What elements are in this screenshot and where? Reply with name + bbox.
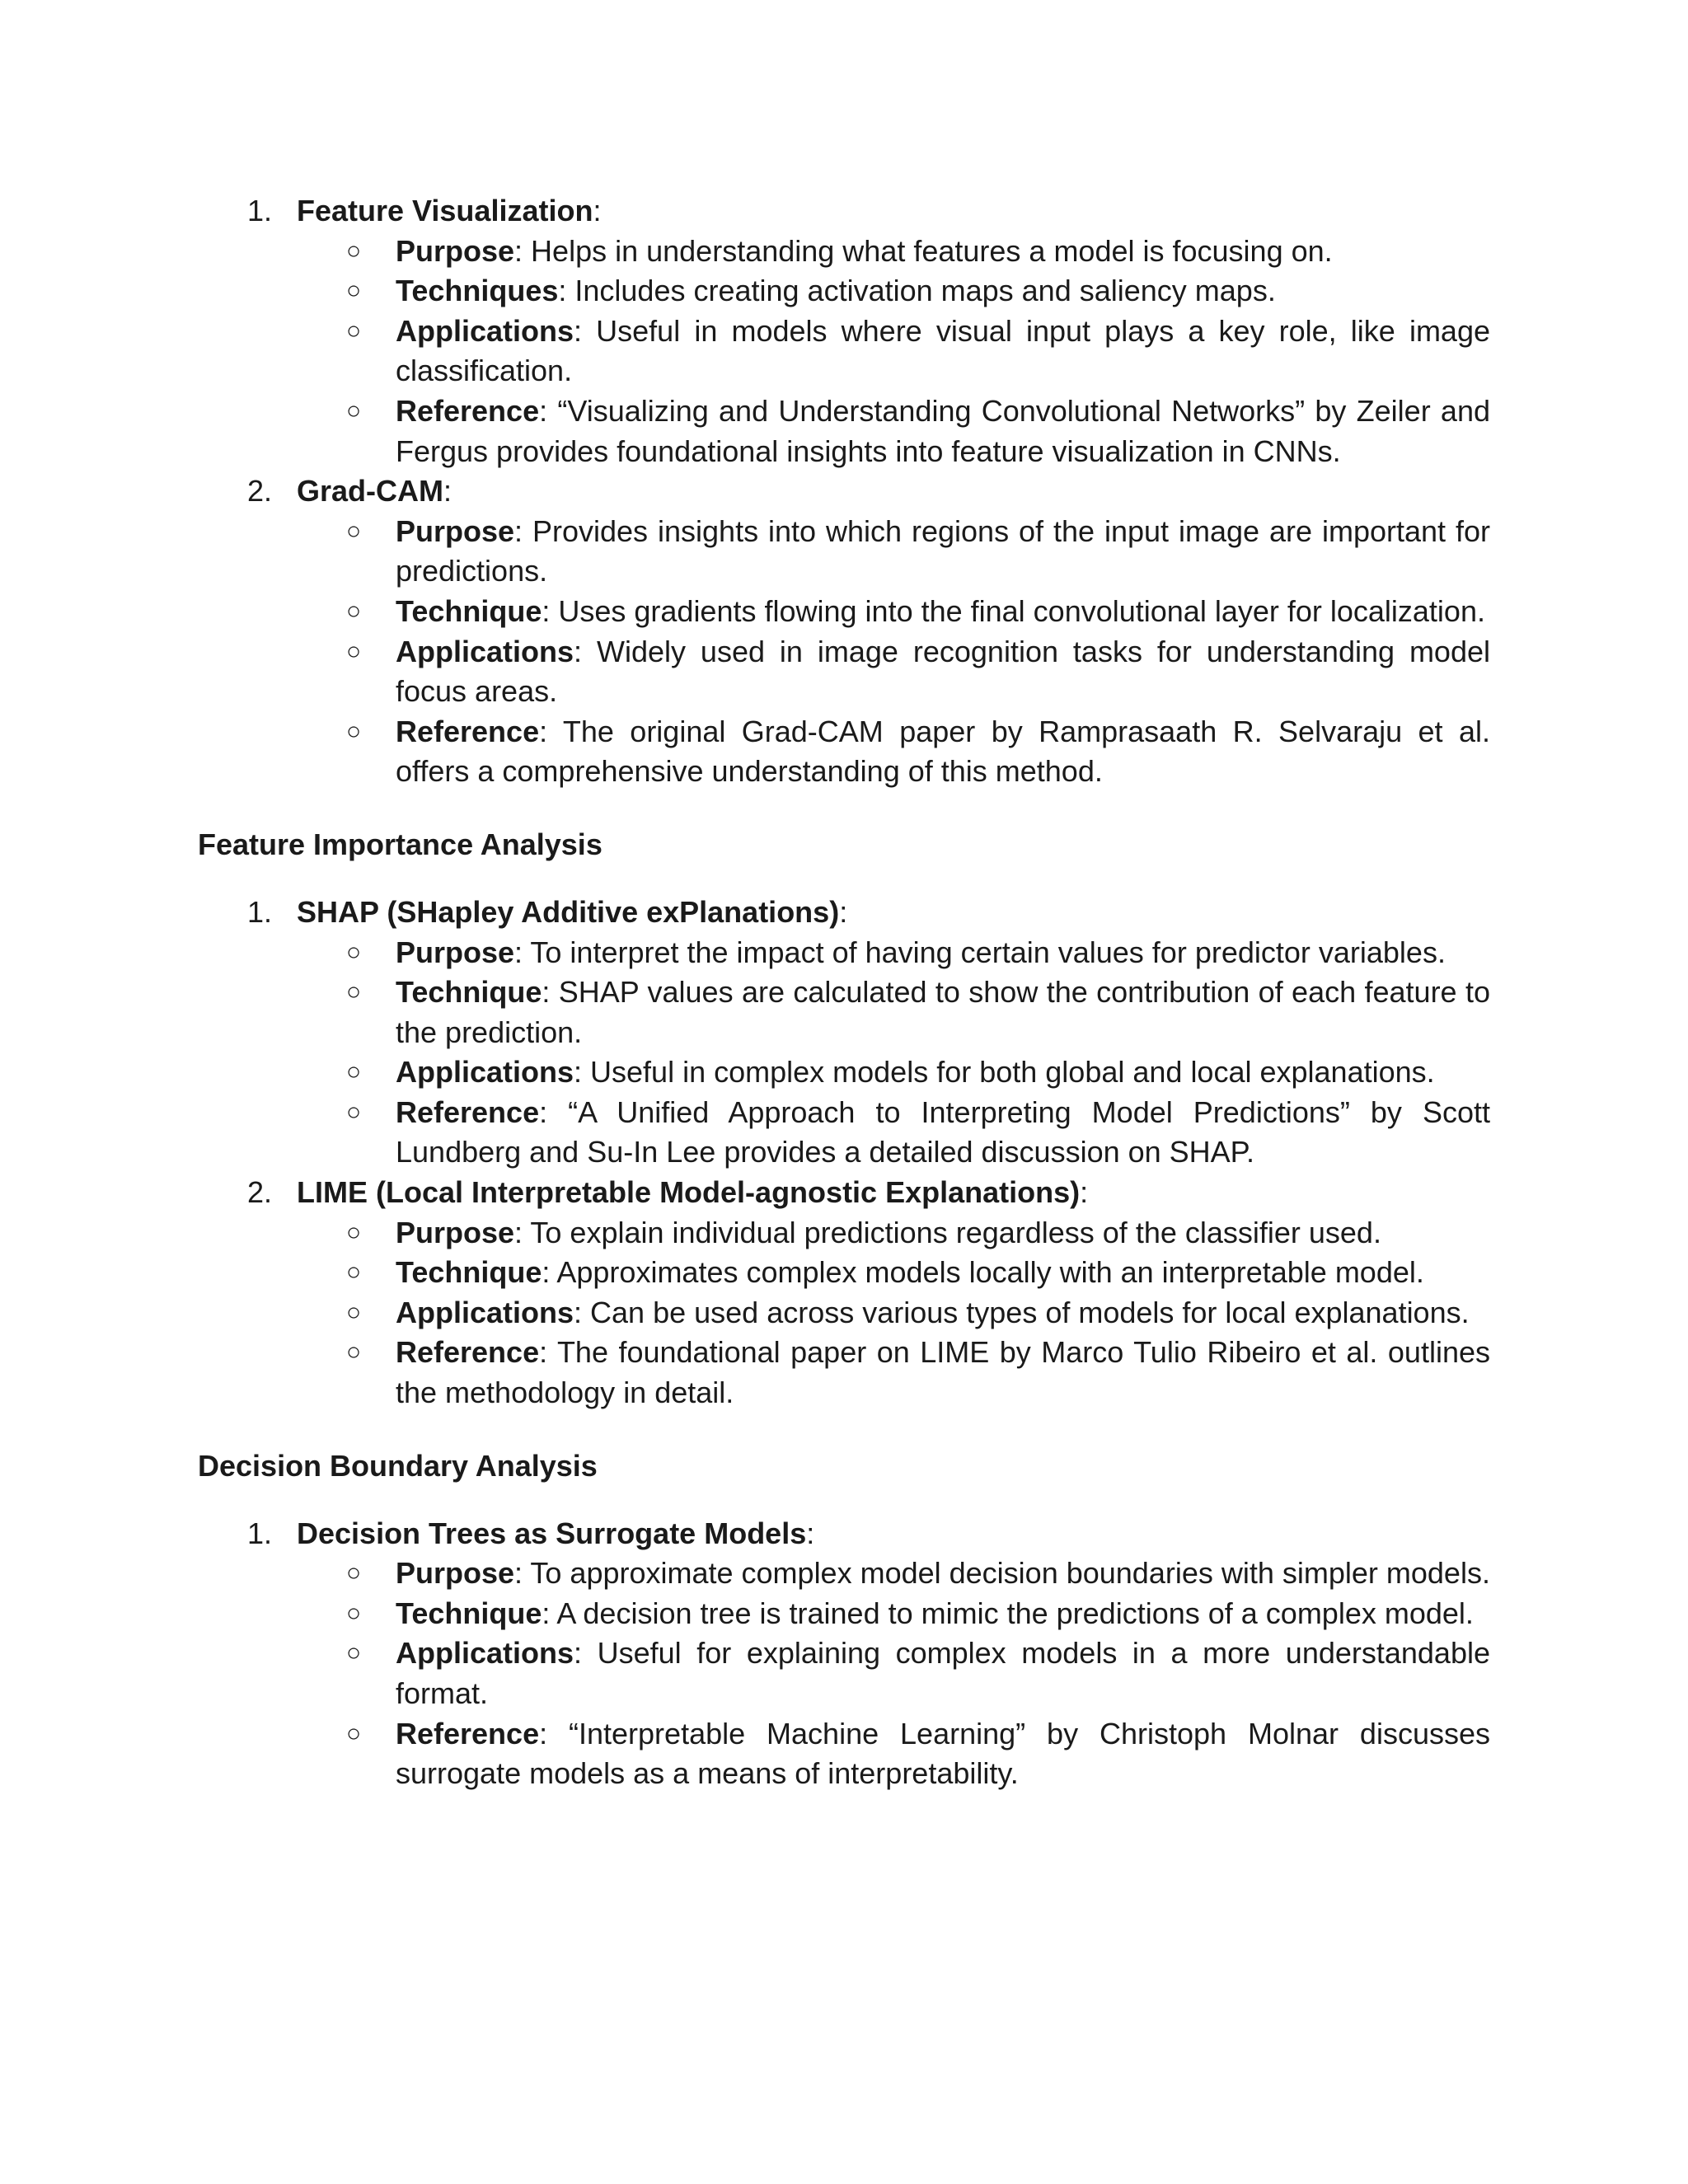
list-item-title: Feature Visualization xyxy=(297,194,593,227)
bullet-label: Techniques xyxy=(396,274,559,308)
bullet-text: : Approximates complex models locally with an interpretable model. xyxy=(542,1255,1424,1290)
bullet-list-item xyxy=(297,1714,1490,1794)
bullet-label: Applications xyxy=(396,634,574,668)
list-item-title: SHAP (SHapley Additive exPlanations) xyxy=(297,894,840,929)
numbered-list-item xyxy=(198,191,1490,471)
bullet-list-item xyxy=(297,592,1490,632)
bullet-label: Purpose xyxy=(396,1556,515,1591)
bullet-text: : Useful in complex models for both global and local explanations. xyxy=(574,1055,1435,1090)
numbered-list xyxy=(198,1514,1490,1794)
hollow-circle-bullet-icon: ○ xyxy=(346,597,362,625)
hollow-circle-bullet-icon: ○ xyxy=(346,1258,362,1286)
bullet-label: Reference xyxy=(396,714,540,748)
hollow-circle-bullet-icon: ○ xyxy=(346,717,362,745)
bullet-label: Applications xyxy=(396,1055,574,1090)
bullet-label: Technique xyxy=(396,593,542,628)
numbered-list-item xyxy=(198,893,1490,1173)
list-number: 1. xyxy=(247,194,273,227)
bullet-text: : Includes creating activation maps and saliency maps. xyxy=(558,274,1276,308)
bullet-list-item xyxy=(297,1213,1490,1254)
bullet-label: Technique xyxy=(396,1255,542,1290)
bullet-text: : “Visualizing and Understanding Convolutional Networks” by Zeiler and Fergus provides foundational insights into feature visualization in CNNs. xyxy=(396,393,1490,468)
list-item-title: Grad-CAM xyxy=(297,474,443,509)
list-item-heading xyxy=(247,471,1490,512)
bullet-text: : To explain individual predictions regardless of the classifier used. xyxy=(514,1215,1381,1249)
bullet-text: : The foundational paper on LIME by Marco Tulio Ribeiro et al. outlines the methodology in detail. xyxy=(396,1335,1490,1410)
bullet-text: : To approximate complex model decision boundaries with simpler models. xyxy=(514,1556,1490,1591)
bullet-list-item xyxy=(297,271,1490,312)
list-number: 1. xyxy=(247,894,273,929)
bullet-text: : Useful for explaining complex models in a more understandable format. xyxy=(396,1636,1490,1710)
numbered-list-item xyxy=(198,471,1490,792)
bullet-label: Purpose xyxy=(396,935,515,969)
bullet-list-item xyxy=(297,1052,1490,1093)
bullet-list xyxy=(297,512,1490,792)
title-colon: : xyxy=(593,194,602,227)
hollow-circle-bullet-icon: ○ xyxy=(346,396,362,424)
numbered-list-item xyxy=(198,1173,1490,1413)
bullet-label: Reference xyxy=(396,393,540,428)
hollow-circle-bullet-icon: ○ xyxy=(346,1559,362,1587)
bullet-label: Purpose xyxy=(396,233,515,268)
hollow-circle-bullet-icon: ○ xyxy=(346,1098,362,1126)
bullet-list-item xyxy=(297,933,1490,973)
bullet-list-item xyxy=(297,512,1490,592)
spacer xyxy=(198,1413,1490,1420)
bullet-text: : “A Unified Approach to Interpreting Model Predictions” by Scott Lundberg and Su-In Lee provides a detailed discussion on SHAP. xyxy=(396,1094,1490,1169)
bullet-text: : Provides insights into which regions of the input image are important for predictions. xyxy=(396,513,1490,588)
bullet-label: Technique xyxy=(396,975,542,1010)
spacer xyxy=(198,792,1490,799)
hollow-circle-bullet-icon: ○ xyxy=(346,1058,362,1086)
bullet-list-item xyxy=(297,1554,1490,1594)
hollow-circle-bullet-icon: ○ xyxy=(346,1599,362,1627)
bullet-list-item xyxy=(297,232,1490,272)
bullet-list-item xyxy=(297,632,1490,712)
hollow-circle-bullet-icon: ○ xyxy=(346,978,362,1006)
bullet-list-item xyxy=(297,1293,1490,1333)
bullet-text: : A decision tree is trained to mimic the predictions of a complex model. xyxy=(542,1596,1474,1630)
list-item-heading xyxy=(247,893,1490,933)
bullet-label: Reference xyxy=(396,1094,540,1129)
bullet-label: Technique xyxy=(396,1596,542,1630)
document-content xyxy=(198,191,1490,1794)
bullet-list-item xyxy=(297,1093,1490,1173)
numbered-list xyxy=(198,191,1490,792)
bullet-list-item xyxy=(297,1594,1490,1634)
bullet-text: : Widely used in image recognition tasks for understanding model focus areas. xyxy=(396,634,1490,709)
bullet-list-item xyxy=(297,312,1490,391)
bullet-list xyxy=(297,1213,1490,1413)
bullet-list-item xyxy=(297,1633,1490,1713)
hollow-circle-bullet-icon: ○ xyxy=(346,1719,362,1747)
list-item-heading xyxy=(247,1514,1490,1554)
bullet-label: Purpose xyxy=(396,513,515,548)
list-item-title: LIME (Local Interpretable Model-agnostic Explanations) xyxy=(297,1175,1081,1210)
section-heading: Decision Boundary Analysis xyxy=(198,1448,598,1483)
list-number: 2. xyxy=(247,1175,273,1210)
numbered-list xyxy=(198,893,1490,1413)
bullet-list-item xyxy=(297,1333,1490,1413)
hollow-circle-bullet-icon: ○ xyxy=(346,1338,362,1366)
list-item-heading xyxy=(247,1173,1490,1213)
title-colon: : xyxy=(806,1516,815,1550)
hollow-circle-bullet-icon: ○ xyxy=(346,938,362,966)
hollow-circle-bullet-icon: ○ xyxy=(346,637,362,665)
list-item-heading xyxy=(247,191,1490,232)
hollow-circle-bullet-icon: ○ xyxy=(346,1218,362,1246)
bullet-text: : The original Grad-CAM paper by Ramprasaath R. Selvaraju et al. offers a comprehensive understanding of this method. xyxy=(396,714,1490,789)
hollow-circle-bullet-icon: ○ xyxy=(346,517,362,545)
bullet-list-item xyxy=(297,972,1490,1052)
bullet-label: Applications xyxy=(396,1636,574,1671)
bullet-text: : Helps in understanding what features a model is focusing on. xyxy=(514,233,1333,268)
bullet-label: Reference xyxy=(396,1716,540,1750)
title-colon: : xyxy=(1080,1175,1089,1210)
bullet-text: : To interpret the impact of having certain values for predictor variables. xyxy=(514,935,1446,969)
bullet-text: : Uses gradients flowing into the final convolutional layer for localization. xyxy=(542,593,1485,628)
hollow-circle-bullet-icon: ○ xyxy=(346,1298,362,1326)
bullet-label: Applications xyxy=(396,313,574,348)
bullet-list xyxy=(297,933,1490,1174)
bullet-list xyxy=(297,1554,1490,1794)
title-colon: : xyxy=(839,894,848,929)
bullet-text: : “Interpretable Machine Learning” by Christoph Molnar discusses surrogate models as a means of interpretability. xyxy=(396,1716,1490,1791)
hollow-circle-bullet-icon: ○ xyxy=(346,316,362,344)
bullet-text: : Can be used across various types of models for local explanations. xyxy=(574,1295,1470,1329)
bullet-label: Applications xyxy=(396,1295,574,1329)
bullet-label: Purpose xyxy=(396,1215,515,1249)
numbered-list-item xyxy=(198,1514,1490,1794)
section-heading: Feature Importance Analysis xyxy=(198,827,603,861)
title-colon: : xyxy=(443,474,452,509)
hollow-circle-bullet-icon: ○ xyxy=(346,237,362,265)
bullet-text: : SHAP values are calculated to show the contribution of each feature to the prediction. xyxy=(396,975,1490,1049)
list-number: 2. xyxy=(247,474,273,509)
bullet-list-item xyxy=(297,712,1490,792)
bullet-list-item xyxy=(297,391,1490,471)
bullet-list-item xyxy=(297,1253,1490,1293)
list-number: 1. xyxy=(247,1516,273,1550)
hollow-circle-bullet-icon: ○ xyxy=(346,277,362,305)
hollow-circle-bullet-icon: ○ xyxy=(346,1639,362,1667)
bullet-list xyxy=(297,232,1490,472)
bullet-label: Reference xyxy=(396,1335,540,1370)
list-item-title: Decision Trees as Surrogate Models xyxy=(297,1516,807,1550)
bullet-text: : Useful in models where visual input plays a key role, like image classification. xyxy=(396,313,1490,388)
